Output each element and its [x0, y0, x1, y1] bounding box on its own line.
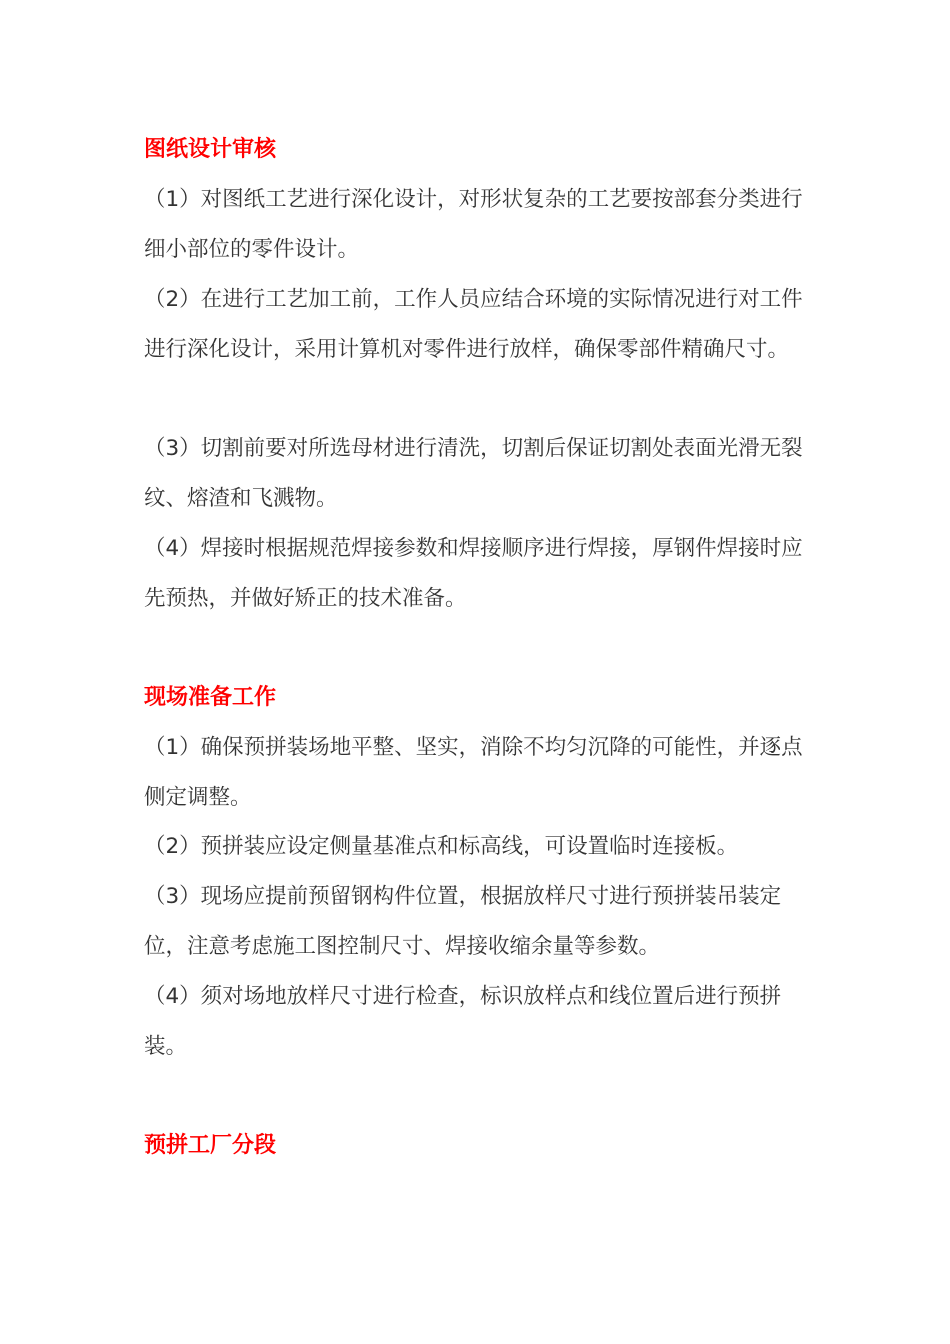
section-heading-factory-segmentation: 预拼工厂分段 [144, 1133, 277, 1158]
section-heading-drawing-review: 图纸设计审核 [144, 137, 277, 162]
paragraph-1-2: （2）在进行工艺加工前，工作人员应结合环境的实际情况进行对工件进行深化设计，采用计算机对零件进行放样，确保零部件精确尺寸。 [144, 287, 803, 362]
paragraph-2-1: （1）确保预拼装场地平整、坚实，消除不均匀沉降的可能性，并逐点侧定调整。 [144, 735, 803, 810]
paragraph-2-3: （3）现场应提前预留钢构件位置，根据放样尺寸进行预拼装吊装定位，注意考虑施工图控制尺寸、焊接收缩余量等参数。 [144, 884, 782, 959]
paragraph-2-4: （4）须对场地放样尺寸进行检查，标识放样点和线位置后进行预拼装。 [144, 984, 782, 1059]
paragraph-1-3: （3）切割前要对所选母材进行清洗，切割后保证切割处表面光滑无裂纹、熔渣和飞溅物。 [144, 436, 803, 511]
paragraph-2-2: （2）预拼装应设定侧量基准点和标高线，可设置临时连接板。 [144, 834, 739, 859]
section-heading-site-preparation: 现场准备工作 [144, 685, 277, 710]
paragraph-1-4: （4）焊接时根据规范焊接参数和焊接顺序进行焊接，厚钢件焊接时应先预热，并做好矫正的技术准备。 [144, 536, 803, 611]
paragraph-1-1: （1）对图纸工艺进行深化设计，对形状复杂的工艺要按部套分类进行细小部位的零件设计。 [144, 187, 803, 262]
